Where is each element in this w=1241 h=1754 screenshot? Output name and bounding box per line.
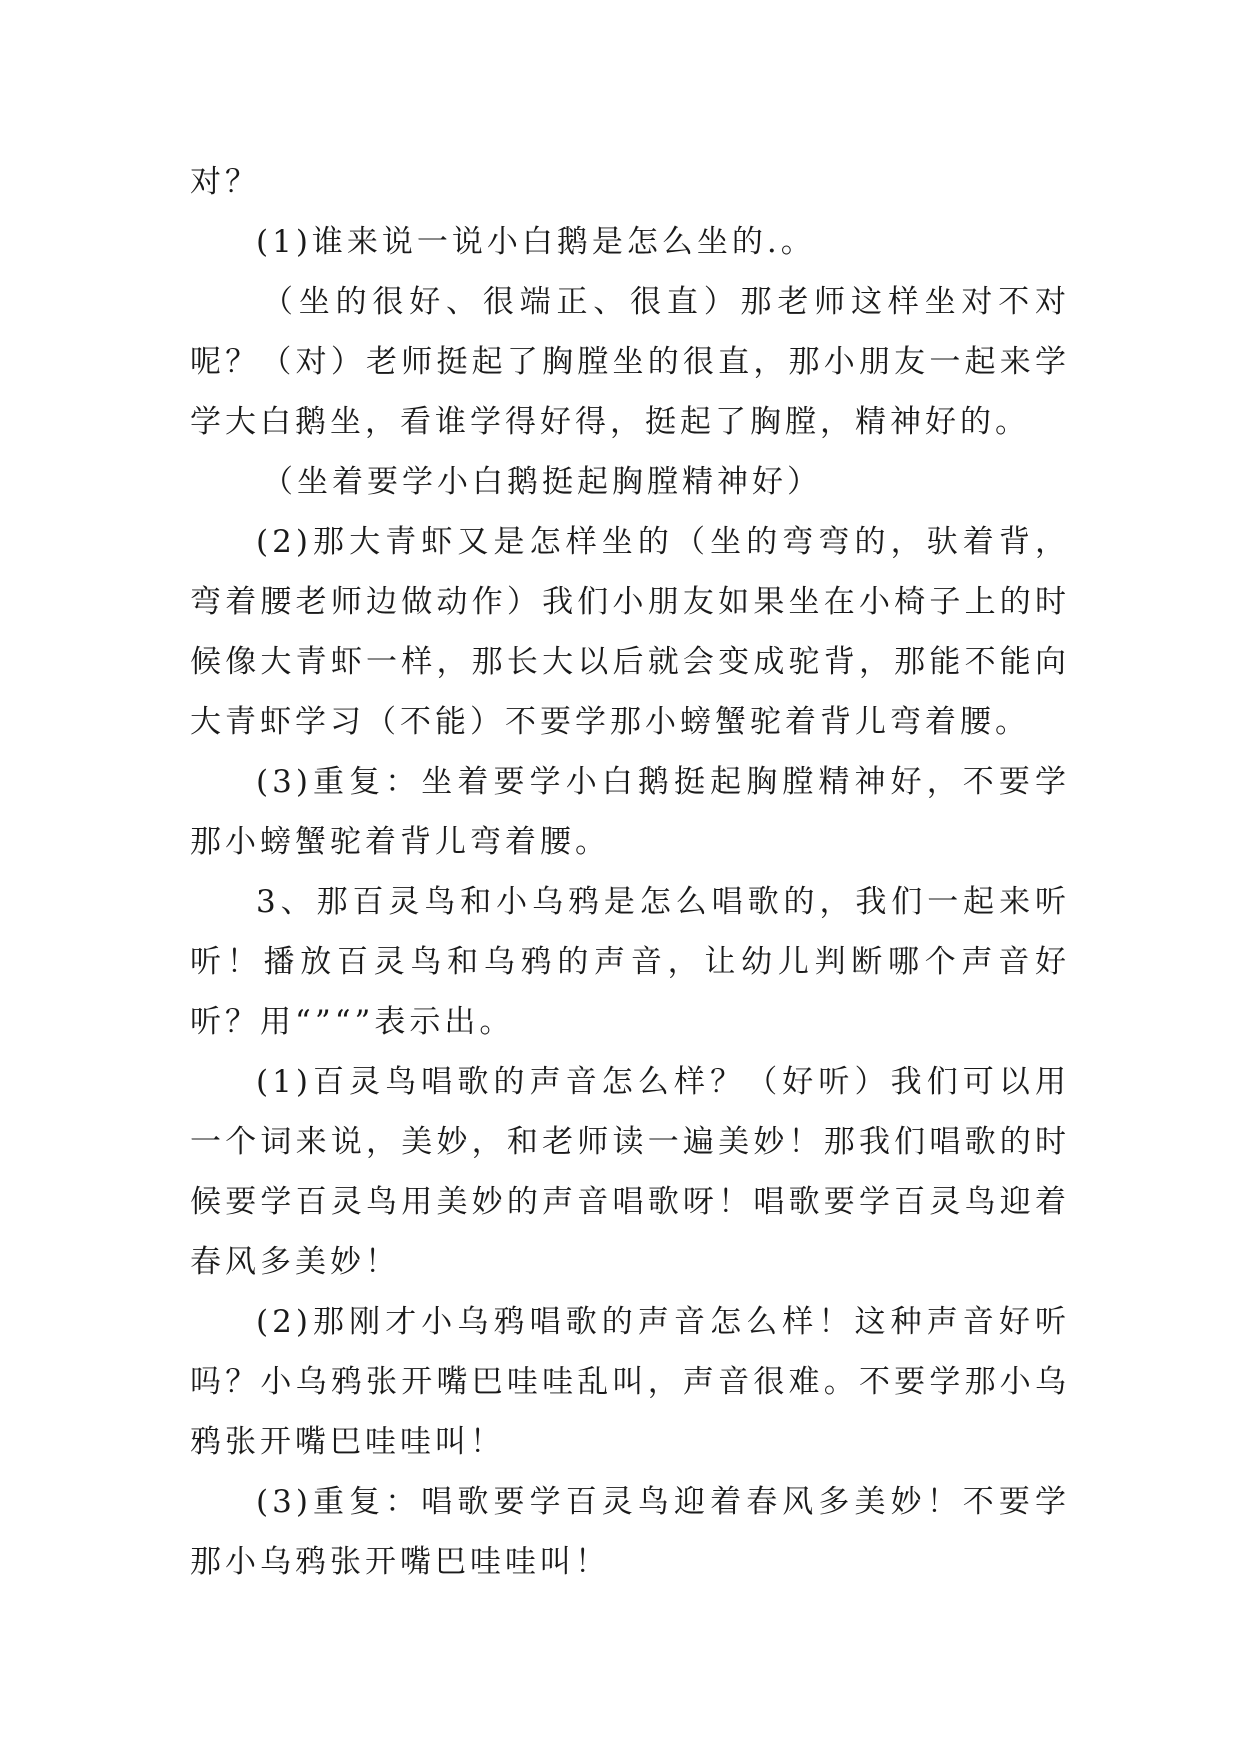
- paragraph-2: (1)谁来说一说小白鹅是怎么坐的.。: [256, 224, 816, 260]
- paragraph-9: (2)那刚才小乌鸦唱歌的声音怎么样！这种声音好听吗？小乌鸦张开嘴巴哇哇乱叫，声音很难。不要学那小乌鸦张开嘴巴哇哇叫！: [190, 1304, 1070, 1460]
- paragraph-3: （坐的很好、很端正、很直）那老师这样坐对不对呢？（对）老师挺起了胸膛坐的很直，那小朋友一起来学学大白鹅坐，看谁学得好得，挺起了胸膛，精神好的。: [190, 284, 1070, 440]
- paragraph-4: （坐着要学小白鹅挺起胸膛精神好）: [262, 464, 822, 500]
- paragraph-1: 对？: [190, 164, 260, 200]
- document-body: [190, 152, 1070, 1592]
- paragraph-6: (3)重复：坐着要学小白鹅挺起胸膛精神好，不要学那小螃蟹驼着背儿弯着腰。: [190, 764, 1070, 860]
- paragraph-10: (3)重复：唱歌要学百灵鸟迎着春风多美妙！不要学那小乌鸦张开嘴巴哇哇叫！: [190, 1484, 1070, 1580]
- paragraph-5: (2)那大青虾又是怎样坐的（坐的弯弯的，驮着背，弯着腰老师边做动作）我们小朋友如果坐在小椅子上的时候像大青虾一样，那长大以后就会变成驼背，那能不能向大青虾学习（不能）不要学那小螃蟹驼着背儿弯着腰。: [190, 524, 1070, 740]
- paragraph-7: 3、那百灵鸟和小乌鸦是怎么唱歌的，我们一起来听听！播放百灵鸟和乌鸦的声音，让幼儿判断哪个声音好听？用“”“”表示出。: [190, 884, 1070, 1040]
- paragraph-8: (1)百灵鸟唱歌的声音怎么样？（好听）我们可以用一个词来说，美妙，和老师读一遍美妙！那我们唱歌的时候要学百灵鸟用美妙的声音唱歌呀！唱歌要学百灵鸟迎着春风多美妙！: [190, 1064, 1070, 1280]
